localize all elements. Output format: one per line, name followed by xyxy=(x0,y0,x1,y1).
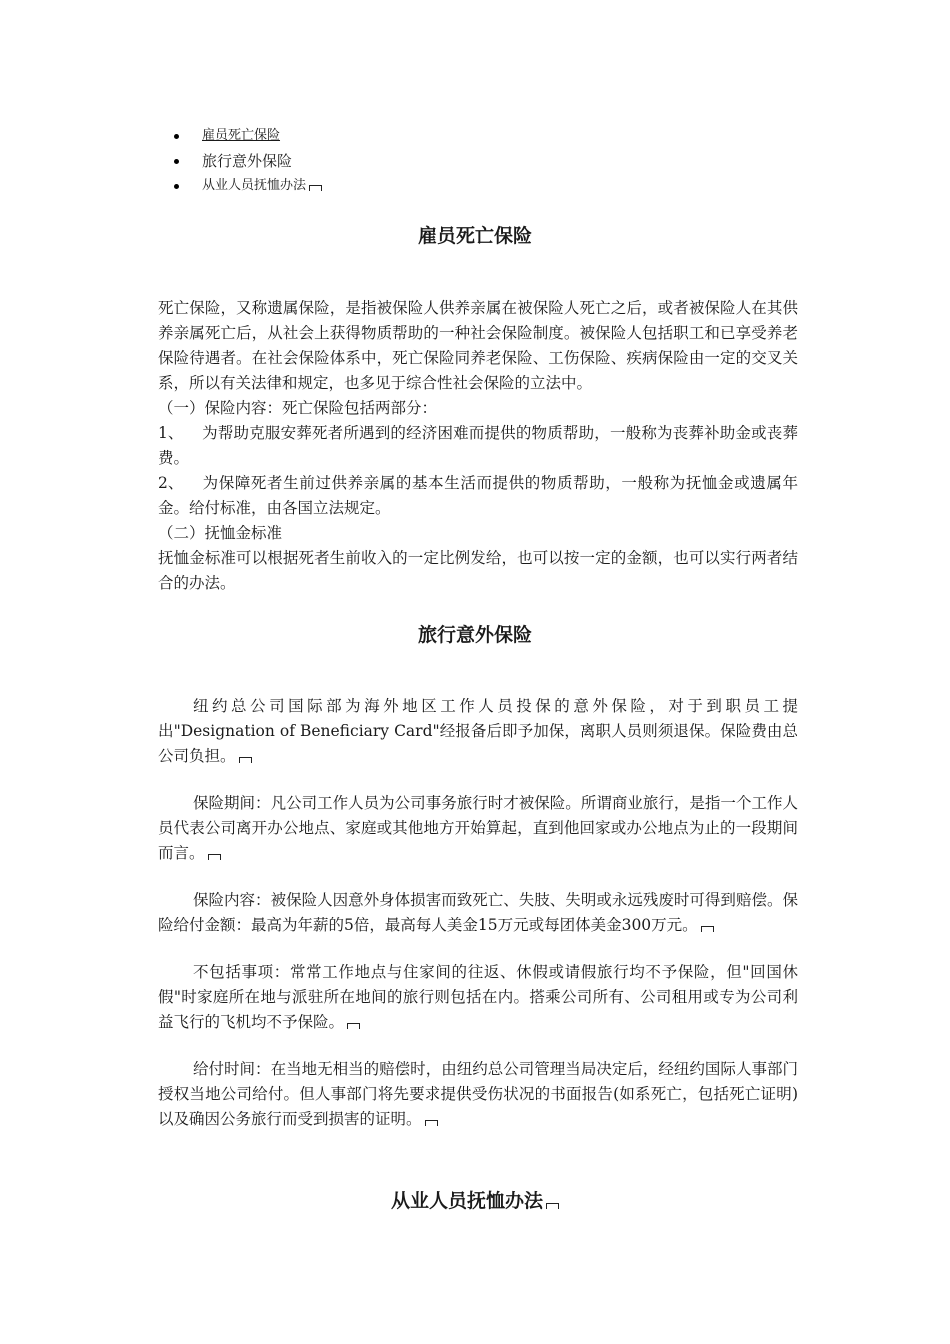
paragraph-coverage-content: 保险内容：被保险人因意外身体损害而致死亡、失肢、失明或永远残废时可得到赔偿。保险给付金额：最高为年薪的5倍，最高每人美金15万元或每团体美金300万元。 xyxy=(158,891,798,934)
bookmark-mark-icon xyxy=(309,185,322,191)
table-of-contents xyxy=(172,124,322,199)
toc-item-employee-pension-rules[interactable] xyxy=(172,174,322,199)
toc-link-employee-death-insurance[interactable]: 雇员死亡保险 xyxy=(202,128,281,143)
bookmark-mark-icon xyxy=(546,1203,559,1209)
section-title-employee-death-insurance: 雇员死亡保险 xyxy=(417,225,532,247)
toc-item-travel-accident-insurance[interactable] xyxy=(172,149,322,174)
bookmark-mark-icon xyxy=(347,1023,360,1029)
list-item-text: 为保障死者生前过供养亲属的基本生活而提供的物质帮助，一般称为抚恤金或遗属年金。给付标准，由各国立法规定。 xyxy=(158,474,798,517)
toc-item-employee-death-insurance[interactable] xyxy=(172,124,322,149)
bookmark-mark-icon xyxy=(208,854,221,860)
subheading-pension-standard: （二）抚恤金标准 xyxy=(158,524,283,542)
section-title-employee-pension-rules: 从业人员抚恤办法 xyxy=(0,1186,950,1213)
paragraph-exclusions: 不包括事项：常常工作地点与住家间的往返、休假或请假旅行均不予保险，但"回国休假"时家庭所在地与派驻所在地间的旅行则包括在内。搭乘公司所有、公司租用或专为公司利益飞行的飞机均不予保险。 xyxy=(158,963,798,1031)
paragraph-coverage-period: 保险期间：凡公司工作人员为公司事务旅行时才被保险。所谓商业旅行，是指一个工作人员代表公司离开办公地点、家庭或其他地方开始算起，直到他回家或办公地点为止的一段期间而言。 xyxy=(158,794,798,862)
section-title-travel-accident-insurance: 旅行意外保险 xyxy=(417,624,532,646)
bookmark-mark-icon xyxy=(425,1120,438,1126)
subheading-insurance-content: （一）保险内容：死亡保险包括两部分： xyxy=(158,399,438,417)
section-body-travel-accident-insurance xyxy=(158,694,798,1132)
toc-link-employee-pension-rules[interactable]: 从业人员抚恤办法 xyxy=(202,178,307,193)
section-body-employee-death-insurance xyxy=(158,296,798,596)
toc-link-travel-accident-insurance[interactable]: 旅行意外保险 xyxy=(202,152,293,170)
bookmark-mark-icon xyxy=(239,757,252,763)
list-number: 1、 xyxy=(158,424,184,442)
list-item-pension-aid xyxy=(158,471,798,521)
list-item-text: 为帮助克服安葬死者所遇到的经济困难而提供的物质帮助，一般称为丧葬补助金或丧葬费。 xyxy=(158,424,798,467)
intro-paragraph: 死亡保险，又称遗属保险，是指被保险人供养亲属在被保险人死亡之后，或者被保险人在其供养亲属死亡后，从社会上获得物质帮助的一种社会保险制度。被保险人包括职工和已享受养老保险待遇者。在社会保险体系中，死亡保险同养老保险、工伤保险、疾病保险由一定的交叉关系，所以有关法律和规定，也多见于综合性社会保险的立法中。 xyxy=(158,299,798,392)
pension-standard-paragraph: 抚恤金标准可以根据死者生前收入的一定比例发给，也可以按一定的金额，也可以实行两者结合的办法。 xyxy=(158,549,798,592)
bookmark-mark-icon xyxy=(701,926,714,932)
list-item-funeral-aid xyxy=(158,421,798,471)
list-number: 2、 xyxy=(158,474,184,492)
paragraph-payment-time: 给付时间：在当地无相当的赔偿时，由纽约总公司管理当局决定后，经纽约国际人事部门授权当地公司给付。但人事部门将先要求提供受伤状况的书面报告(如系死亡，包括死亡证明)以及确因公务旅行而受到损害的证明。 xyxy=(158,1060,798,1128)
paragraph-overview: 纽约总公司国际部为海外地区工作人员投保的意外保险，对于到职员工提出"Designation of Beneficiary Card"经报备后即予加保，离职人员则须退保。保险费由总公司负担。 xyxy=(158,697,798,765)
